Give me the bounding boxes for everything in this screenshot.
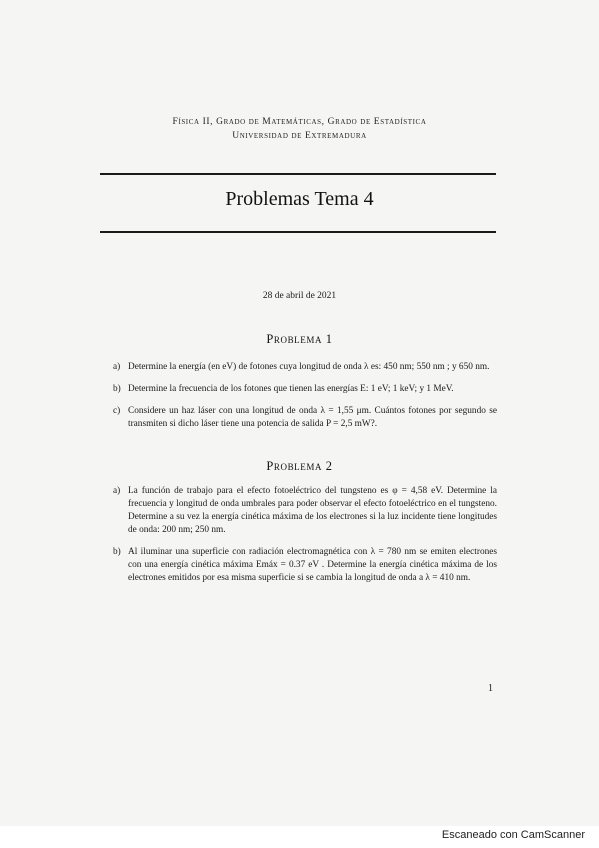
- item-label: a): [113, 486, 121, 496]
- item-label: b): [113, 384, 121, 394]
- course-title: Física II, Grado de Matemáticas, Grado de Estadística: [172, 117, 427, 127]
- page-number: 1: [488, 683, 493, 694]
- problem-2-heading: Problema 2: [266, 459, 333, 473]
- item-label: b): [113, 547, 121, 557]
- item-text: Determine la energía (en eV) de fotones cuya longitud de onda λ es: 450 nm; 550 nm ; y 650 nm.: [128, 362, 490, 372]
- problem-1-item-c: [113, 405, 497, 431]
- problem-1-item-b: [113, 383, 497, 396]
- course-header: [0, 115, 599, 143]
- document-date: 28 de abril de 2021: [262, 291, 337, 301]
- title-rule-top: [100, 173, 496, 175]
- problem-2-items: [113, 485, 497, 594]
- scanner-footer: [0, 826, 599, 848]
- item-text: La función de trabajo para el efecto fotoeléctrico del tungsteno es φ = 4,58 eV. Determine la frecuencia y longitud de onda umbrales para poder observar el efecto fotoeléctrico en el tungsteno. Determine a su vez la energía cinética máxima de los electrones si la luz incidente tiene longitudes de onda: 200 nm; 250 nm.: [128, 486, 497, 535]
- item-label: c): [113, 406, 121, 416]
- document-title: Problemas Tema 4: [225, 188, 374, 210]
- problem-2-item-a: [113, 485, 497, 537]
- title-rule-bottom: [100, 231, 496, 233]
- problem-1-items: [113, 361, 497, 440]
- problem-1-heading: Problema 1: [266, 332, 333, 346]
- scanner-watermark: Escaneado con CamScanner: [441, 829, 585, 841]
- item-text: Considere un haz láser con una longitud de onda λ = 1,55 μm. Cuántos fotones por segundo se transmiten si dicho láser tiene una potencia de salida P = 2,5 mW?.: [128, 406, 497, 429]
- item-text: Determine la frecuencia de los fotones que tienen las energías E: 1 eV; 1 keV; y 1 MeV.: [128, 384, 454, 394]
- item-text: Al iluminar una superficie con radiación electromagnética con λ = 780 nm se emiten electrones con una energía cinética máxima Emáx = 0.37 eV . Determine la energía cinética máxima de los electrones emitidos por esa misma superficie si se cambia la longitud de onda a λ = 410 nm.: [128, 547, 497, 583]
- problem-2-item-b: [113, 546, 497, 585]
- item-label: a): [113, 362, 121, 372]
- problem-1-item-a: [113, 361, 497, 374]
- university-name: Universidad de Extremadura: [232, 131, 367, 141]
